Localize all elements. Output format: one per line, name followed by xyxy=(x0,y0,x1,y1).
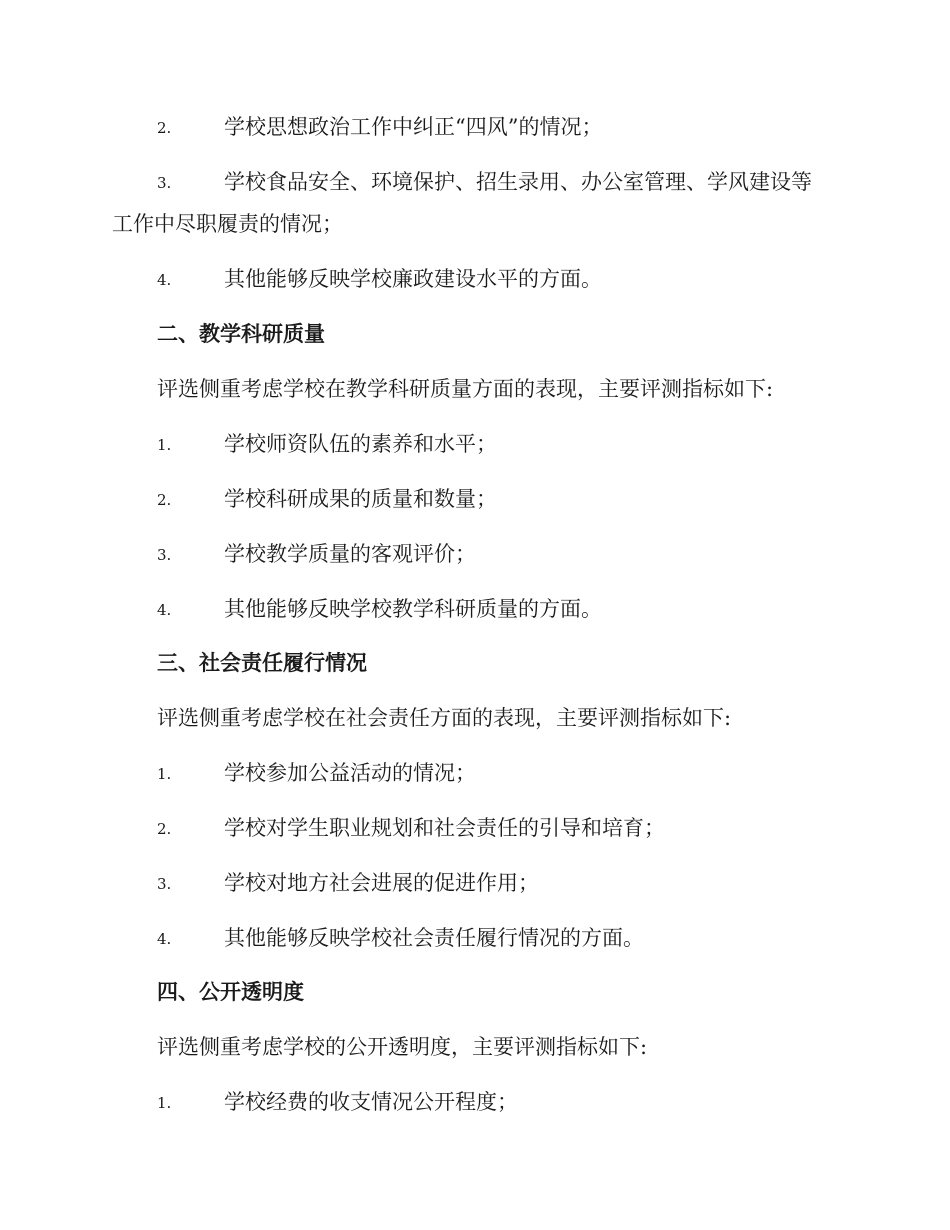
list-item-text: 学校对学生职业规划和社会责任的引导和培育； xyxy=(224,816,665,840)
list-item-number: 3. xyxy=(157,875,172,893)
list-item-text: 学校经费的收支情况公开程度； xyxy=(224,1090,518,1114)
list-item-number: 4. xyxy=(157,930,172,948)
list-item-number: 2. xyxy=(157,119,172,137)
section-heading-text: 三、社会责任履行情况 xyxy=(157,650,367,675)
list-item-text: 学校师资队伍的素养和水平； xyxy=(224,432,497,456)
list-item-text: 其他能够反映学校教学科研质量的方面。 xyxy=(224,597,602,621)
list-item-number: 3. xyxy=(157,546,172,564)
list-item-number: 2. xyxy=(157,491,172,509)
list-item-text: 学校科研成果的质量和数量； xyxy=(224,487,497,511)
list-item-text: 学校对地方社会进展的促进作用； xyxy=(224,871,539,895)
list-item-number: 1. xyxy=(157,765,172,783)
list-item-text: 其他能够反映学校社会责任履行情况的方面。 xyxy=(224,926,644,950)
list-item-number: 3. xyxy=(157,174,172,192)
list-item-text: 其他能够反映学校廉政建设水平的方面。 xyxy=(224,267,602,291)
section-heading-text: 四、公开透明度 xyxy=(157,979,304,1004)
list-item-text: 学校思想政治工作中纠正“四风”的情况； xyxy=(224,115,603,139)
list-item-text: 学校食品安全、环境保护、招生录用、办公室管理、学风建设等 xyxy=(224,170,812,194)
list-item-number: 4. xyxy=(157,271,172,289)
list-item-text: 学校教学质量的客观评价； xyxy=(224,542,476,566)
paragraph-text: 评选侧重考虑学校在社会责任方面的表现，主要评测指标如下: xyxy=(157,706,732,730)
list-item-number: 1. xyxy=(157,1094,172,1112)
section-heading-text: 二、教学科研质量 xyxy=(157,321,325,346)
list-item-text: 学校参加公益活动的情况； xyxy=(224,761,476,785)
list-item-number: 4. xyxy=(157,601,172,619)
paragraph-text: 评选侧重考虑学校在教学科研质量方面的表现，主要评测指标如下: xyxy=(157,377,774,401)
list-item-number: 1. xyxy=(157,436,172,454)
list-item-continuation-text: 工作中尽职履责的情况； xyxy=(112,212,343,236)
paragraph-text: 评选侧重考虑学校的公开透明度，主要评测指标如下: xyxy=(157,1035,648,1059)
list-item-number: 2. xyxy=(157,820,172,838)
